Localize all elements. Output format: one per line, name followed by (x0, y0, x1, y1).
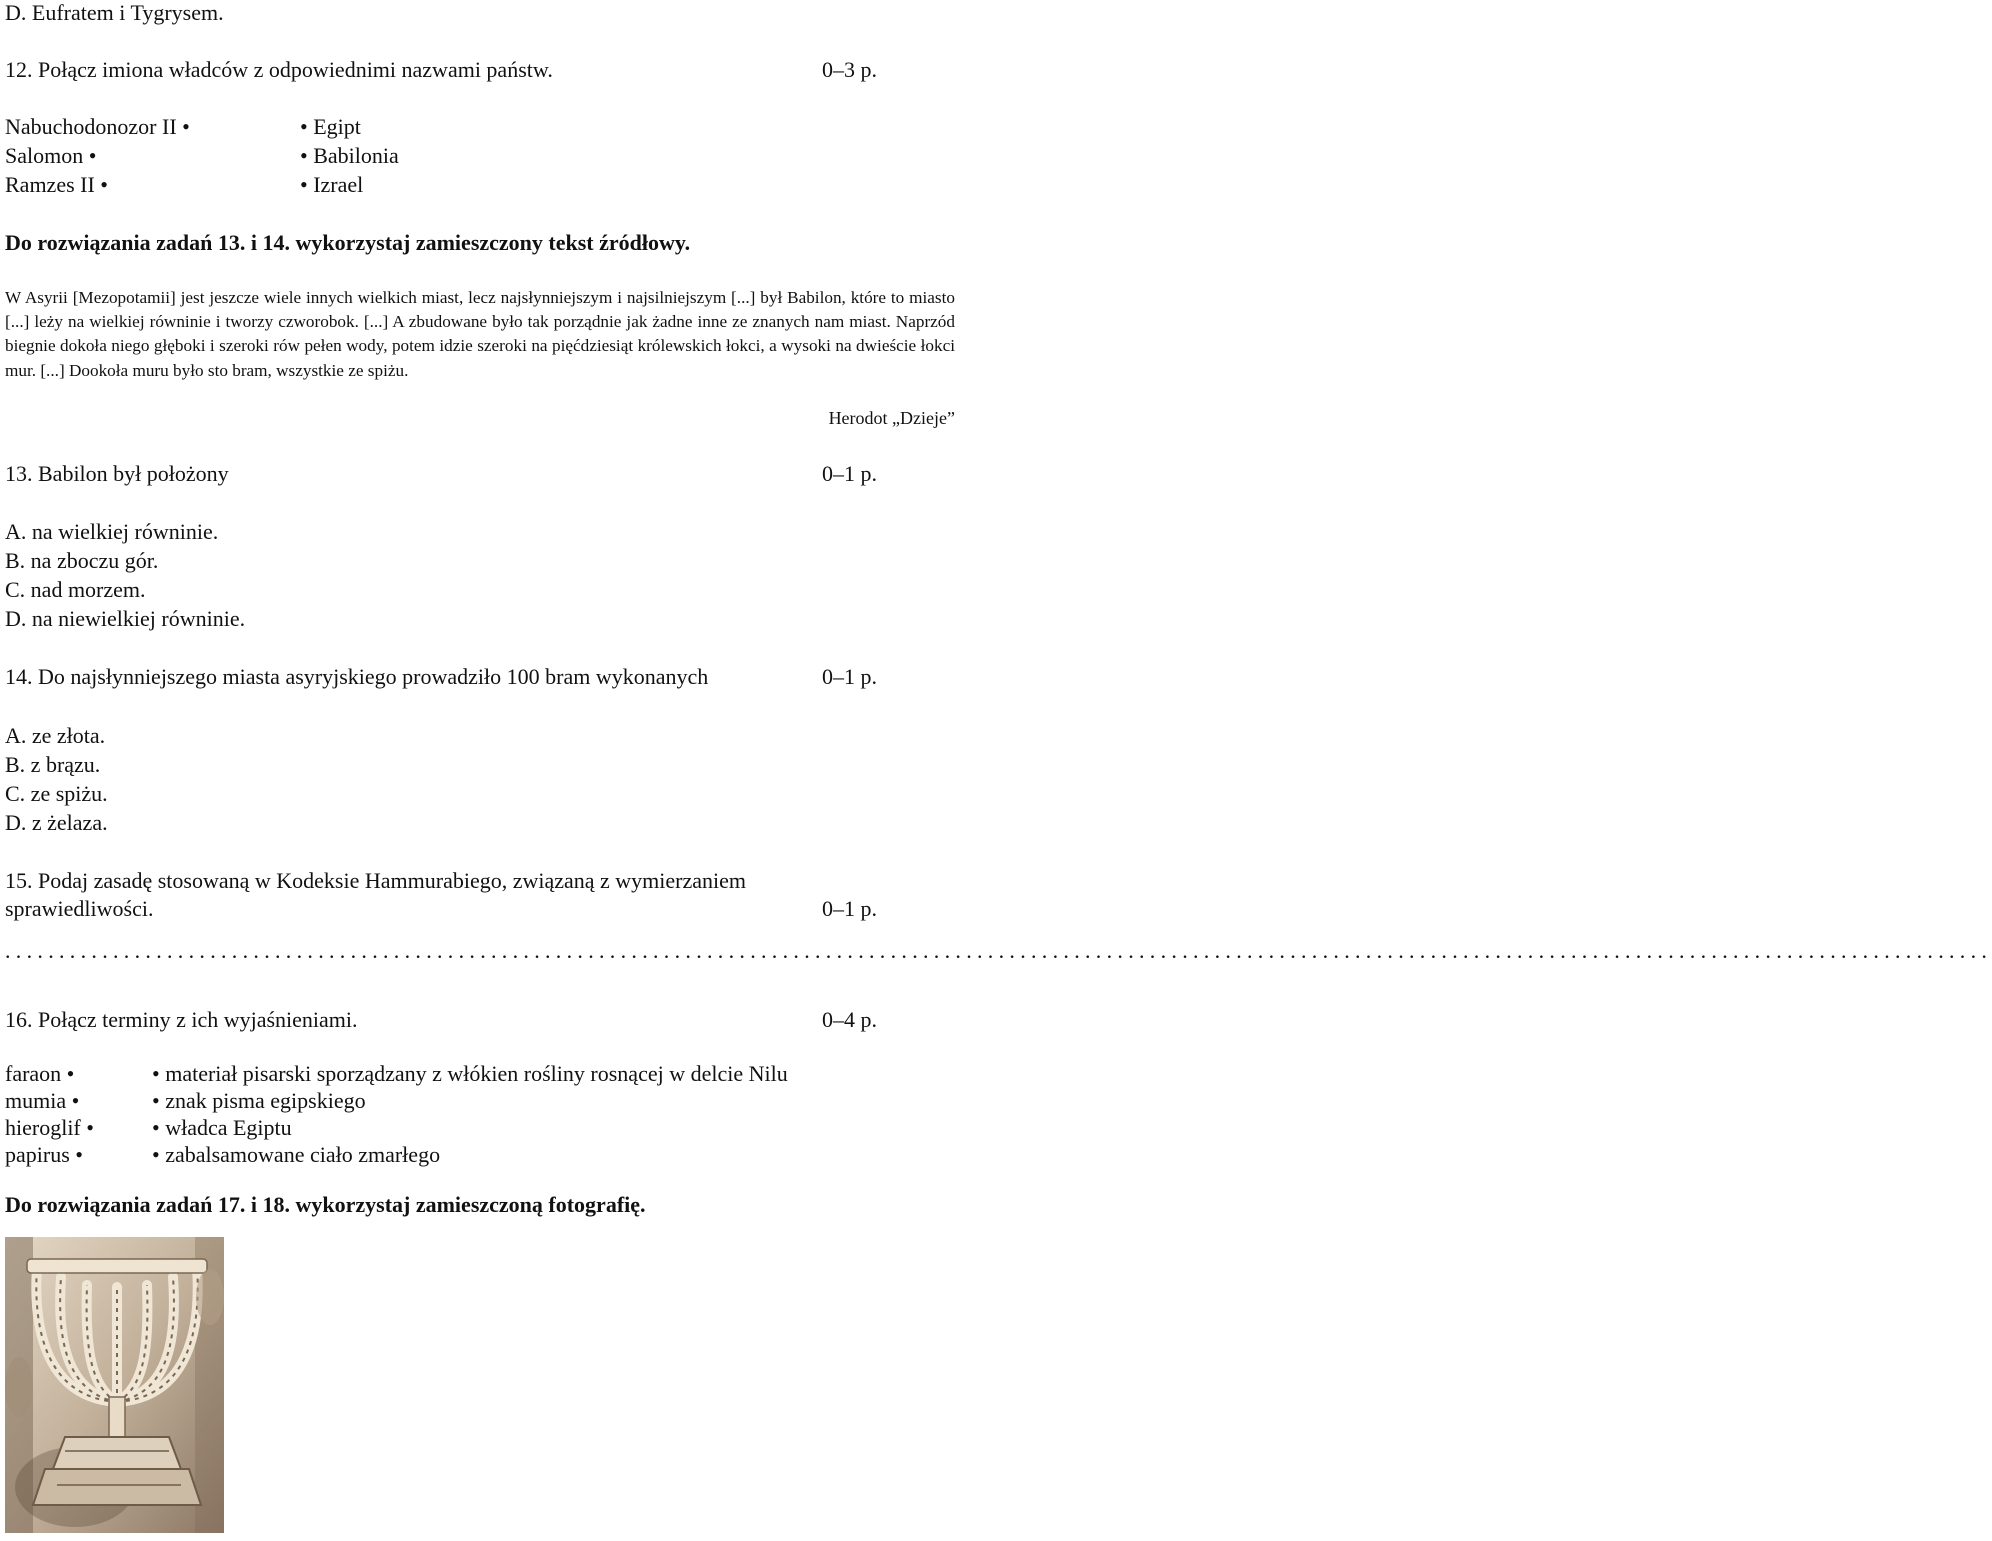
q12-left-item[interactable]: Ramzes II • (5, 172, 108, 197)
q15-points: 0–1 p. (822, 896, 877, 921)
q16-left-item[interactable]: hieroglif • (5, 1115, 94, 1140)
q16-question: 16. Połącz terminy z ich wyjaśnieniami. (5, 1007, 358, 1032)
q14-option[interactable]: D. z żelaza. (5, 810, 108, 835)
q14-option[interactable]: A. ze złota. (5, 723, 106, 748)
q12-right-item[interactable]: • Egipt (300, 114, 361, 139)
q12-right-item[interactable]: • Babilonia (300, 143, 399, 168)
q13-points: 0–1 p. (822, 461, 877, 486)
q12-points: 0–3 p. (822, 57, 877, 82)
q12-right-item[interactable]: • Izrael (300, 172, 364, 197)
q16-left-item[interactable]: mumia • (5, 1088, 80, 1113)
q15-answer-line[interactable]: ........................................................................................................................................................................................ (5, 938, 1992, 963)
q14-option[interactable]: B. z brązu. (5, 752, 101, 777)
q14-option[interactable]: C. ze spiżu. (5, 781, 108, 806)
menorah-relief-photo (5, 1237, 224, 1533)
source-text-block (5, 286, 955, 383)
q16-points: 0–4 p. (822, 1007, 877, 1032)
source-citation: Herodot „Dzieje” (828, 408, 955, 428)
q16-left-item[interactable]: papirus • (5, 1142, 83, 1167)
menorah-icon (5, 1237, 224, 1533)
q13-option[interactable]: D. na niewielkiej równinie. (5, 606, 246, 631)
q16-right-item[interactable]: • materiał pisarski sporządzany z włókien rośliny rosnącej w delcie Nilu (152, 1061, 788, 1086)
q13-question: 13. Babilon był położony (5, 461, 229, 486)
q14-points: 0–1 p. (822, 664, 877, 689)
q12-left-item[interactable]: Nabuchodonozor II • (5, 114, 190, 139)
q15-question: 15. Podaj zasadę stosowaną w Kodeksie Hammurabiego, związaną z wymierzaniem (5, 868, 747, 893)
q16-right-item[interactable]: • zabalsamowane ciało zmarłego (152, 1142, 441, 1167)
q13-option[interactable]: B. na zboczu gór. (5, 548, 159, 573)
q16-right-item[interactable]: • znak pisma egipskiego (152, 1088, 366, 1113)
q15-question-cont: sprawiedliwości. (5, 896, 154, 921)
q12-left-item[interactable]: Salomon • (5, 143, 97, 168)
top-answer-line: D. Eufratem i Tygrysem. (5, 0, 224, 25)
source-text: W Asyrii [Mezopotamii] jest jeszcze wiele innych wielkich miast, lecz najsłynniejszym i najsilniejszym [...] był Babilon, które to miasto [...] leży na wielkiej równinie i tworzy czworobok. [...] A zbudowane było tak porządnie jak żadne inne ze znanych nam miast. Naprzód biegnie dokoła niego głęboki i szeroki rów pełen wody, potem idzie szeroki na pięćdziesiąt królewskich łokci, a wysoki na dwieście łokci mur. [...] Dookoła muru było sto bram, wszystkie ze spiżu. (5, 288, 955, 380)
q12-question: 12. Połącz imiona władców z odpowiednimi nazwami państw. (5, 57, 553, 82)
q13-option[interactable]: C. nad morzem. (5, 577, 146, 602)
q16-left-item[interactable]: faraon • (5, 1061, 75, 1086)
photo-intro: Do rozwiązania zadań 17. i 18. wykorzystaj zamieszczoną fotografię. (5, 1192, 646, 1217)
q14-question: 14. Do najsłynniejszego miasta asyryjskiego prowadziło 100 bram wykonanych (5, 664, 709, 689)
source-intro: Do rozwiązania zadań 13. i 14. wykorzystaj zamieszczony tekst źródłowy. (5, 230, 691, 255)
q13-option[interactable]: A. na wielkiej równinie. (5, 519, 219, 544)
q16-right-item[interactable]: • władca Egiptu (152, 1115, 292, 1140)
